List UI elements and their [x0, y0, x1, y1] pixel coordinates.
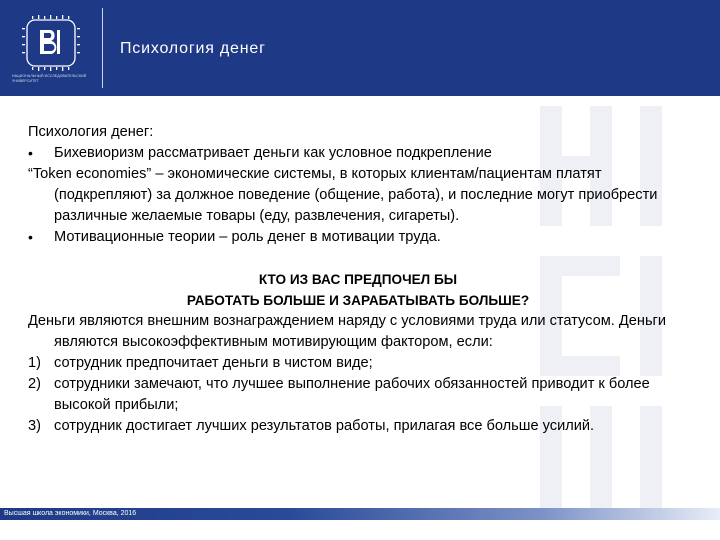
hse-logo-icon: [12, 14, 90, 80]
logo-caption: НАЦИОНАЛЬНЫЙ ИССЛЕДОВАТЕЛЬСКИЙ УНИВЕРСИТЕТ: [12, 74, 87, 83]
header-divider: [102, 8, 103, 88]
item-text: сотрудник достигает лучших результатов работы, прилагая все больше усилий.: [54, 418, 595, 434]
numbered-item: [28, 353, 688, 374]
money-paragraph: Деньги являются внешним вознаграждением наряду с условиями труда или статусом. Деньги являются высокоэффективным мотивирующим фактором, если:: [28, 313, 667, 350]
question-heading-line2: РАБОТАТЬ БОЛЬШЕ И ЗАРАБАТЫВАТЬ БОЛЬШЕ?: [186, 293, 530, 308]
slide-header: [0, 0, 720, 96]
item-text: сотрудники замечают, что лучшее выполнение рабочих обязанностей приводит к более высокой прибыли;: [54, 376, 650, 413]
bullet-item: [28, 143, 688, 164]
numbered-item: [28, 416, 688, 437]
question-heading-line1: КТО ИЗ ВАС ПРЕДПОЧЕЛ БЫ: [258, 272, 458, 287]
bullet-icon: •: [28, 229, 33, 245]
token-paragraph: “Token economies” – экономические системы, в которых клиентам/пациентам платят (подкрепляют) за должное поведение (общение, работа), и последние могут приобрести различные желаемые товары (еду, развлечения, сигареты).: [28, 166, 658, 224]
slide-body: [28, 122, 688, 437]
item-number: 2): [28, 376, 41, 392]
page-title: Психология денег: [120, 40, 266, 57]
footer-text: Высшая школа экономики, Москва, 2016: [4, 510, 137, 517]
bullet-icon: •: [28, 145, 33, 161]
spacer: [28, 248, 688, 269]
bullet-item: [28, 227, 688, 248]
item-number: 1): [28, 355, 41, 371]
bullet-text: Мотивационные теории – роль денег в мотивации труда.: [54, 229, 441, 245]
numbered-item: [28, 374, 688, 416]
item-number: 3): [28, 418, 41, 434]
item-text: сотрудник предпочитает деньги в чистом виде;: [54, 355, 373, 371]
intro-line: Психология денег:: [28, 124, 154, 140]
bullet-text: Бихевиоризм рассматривает деньги как условное подкрепление: [54, 145, 492, 161]
